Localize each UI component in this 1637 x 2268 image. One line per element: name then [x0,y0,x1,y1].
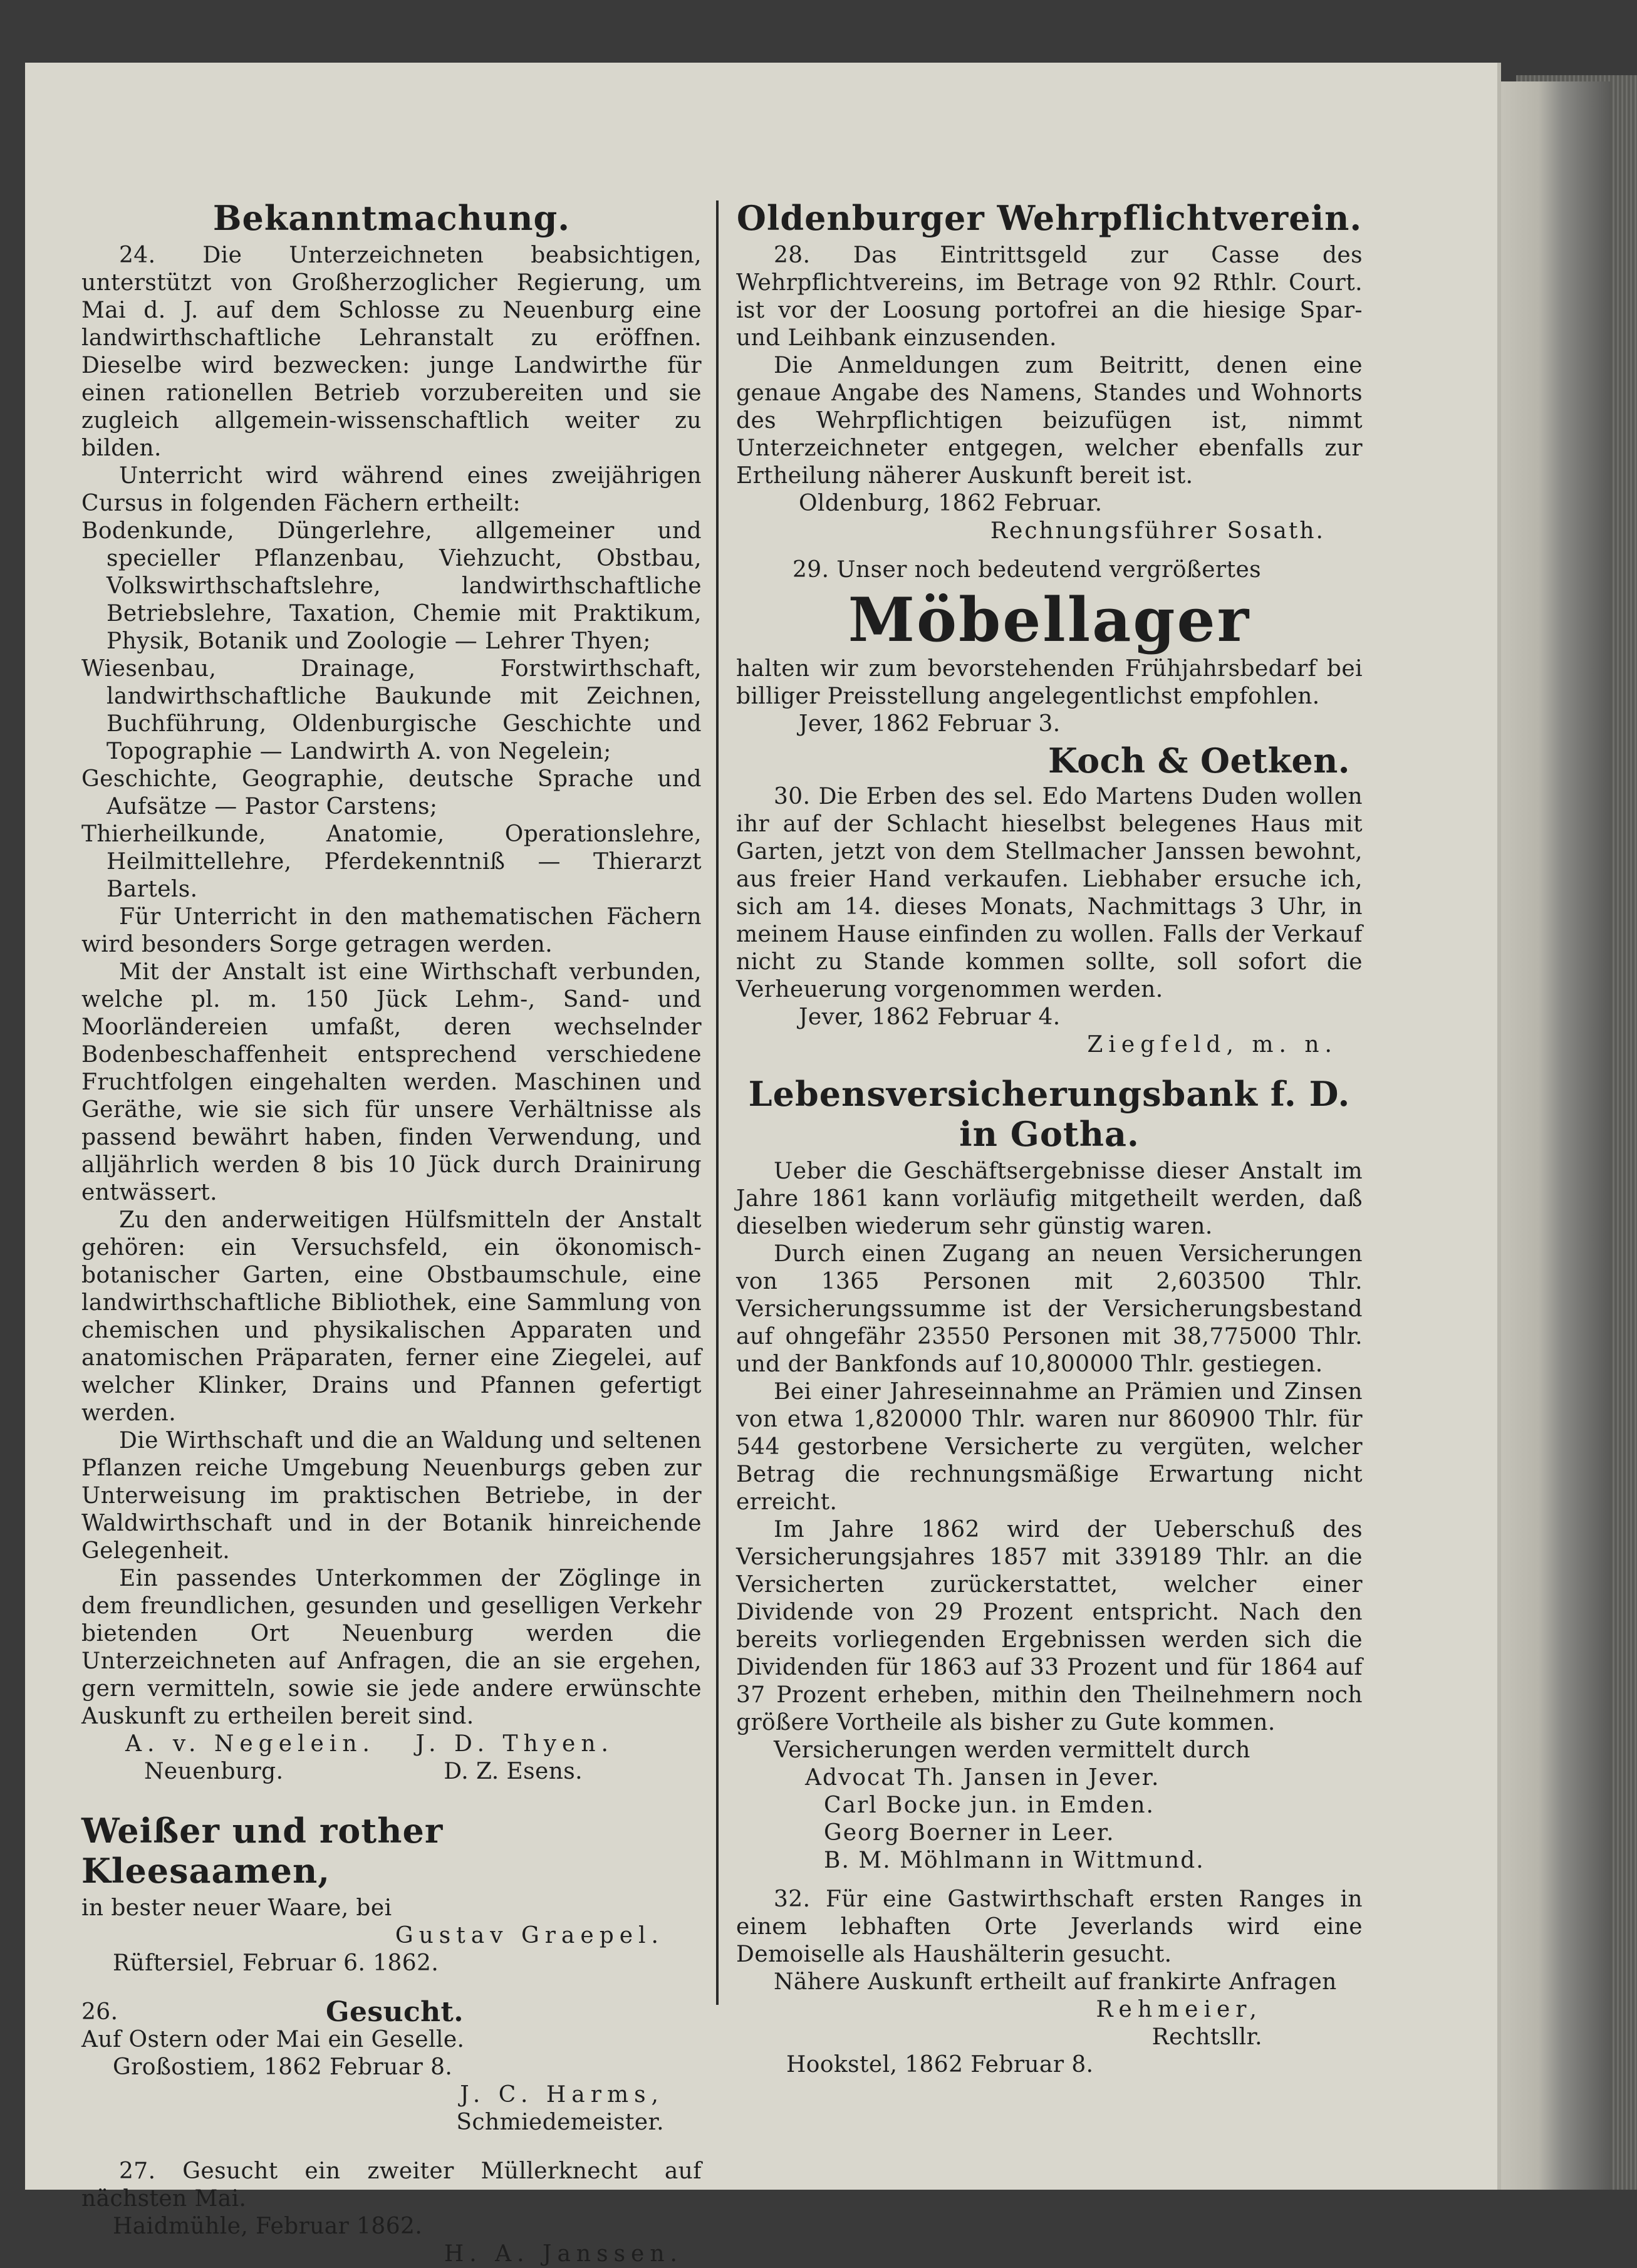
notice-28-paragraph: Die Anmeldungen zum Beitritt, denen eine genaue Angabe des Namens, Standes und Wohnorts des Wehrpflichtigen beizufügen ist, nimmt Unterzeichneter entgegen, welcher ebenfalls zur Ertheilung näherer Auskunft bereit ist. [736,353,1363,489]
notice-26-signature: J. C. Harms, [460,2082,664,2108]
notice-24-paragraph: Zu den anderweitigen Hülfsmitteln der Anstalt gehören: ein Versuchsfeld, ein ökonomisch-botanischer Garten, eine Obstbaumschule, eine landwirthschaftliche Bibliothek, eine Sammlung von chemischen und physikalischen Apparaten und anatomischen Präparaten, ferner eine Ziegelei, auf welcher Klinker, Drains und Pfannen gefertigt werden. [81,1207,702,1426]
notice-25-date: Rüftersiel, Februar 6. 1862. [113,1950,439,1976]
notice-24-cursus: Unterricht wird während eines zweijährigen Cursus in folgenden Fächern ertheilt: [81,463,702,516]
subject-list-item: Wiesenbau, Drainage, Forstwirthschaft, landwirthschaftliche Baukunde mit Zeichnen, Buchführung, Oldenburgische Geschichte und Topographie — Landwirth A. von Negelein; [81,656,702,764]
notice-26-title: Schmiedemeister. [456,2109,664,2135]
heading-bekanntmachung: Bekanntmachung. [212,198,571,238]
notice-30-text: 30. Die Erben des sel. Edo Martens Duden wollen ihr auf der Schlacht hieselbst belegenes Haus mit Garten, jetzt von dem Stellmacher Janssen bewohnt, aus freier Hand verkaufen. Liebhaber ersuche ich, sich am 14. dieses Monats, Nachmittags 3 Uhr, in meinem Hause einfinden zu wollen. Falls der Verkauf nicht zu Stande kommen sollte, soll sofort die Verheuerung vorgenommen werden. [736,784,1363,1002]
subject-list-item: Bodenkunde, Düngerlehre, allgemeiner und specieller Pflanzenbau, Viehzucht, Obstbau, Volkswirthschaftslehre, landwirthschaftliche Betriebslehre, Taxation, Chemie mit Praktikum, Physik, Botanik und Zoologie — Lehrer Thyen; [81,518,702,654]
notice-32-title: Rechtsllr. [1151,2024,1262,2050]
notice-31-paragraph: Durch einen Zugang an neuen Versicherungen von 1365 Personen mit 2,603500 Thlr. Versicherungssumme ist der Versicherungsbestand auf ohngefähr 23550 Personen mit 38,775000 Thlr. und der Bankfonds auf 10,800000 Thlr. gestiegen. [736,1241,1363,1377]
subject-list-item: Geschichte, Geographie, deutsche Sprache und Aufsätze — Pastor Carstens; [81,766,702,819]
agent-list-item: B. M. Möhlmann in Wittmund. [824,1848,1205,1873]
notice-28-signature: Rechnungsführer Sosath. [990,518,1325,544]
notice-26-header [81,1996,702,2028]
notice-24-paragraph: Die Wirthschaft und die an Waldung und seltenen Pflanzen reiche Umgebung Neuenburgs geben zur Unterweisung im praktischen Betriebe, in der Waldwirthschaft und in der Botanik hinreichende Gelegenheit. [81,1428,702,1564]
column-divider [716,200,719,2005]
place: Neuenburg. [144,1759,284,1784]
notice-24-places [81,1758,702,1786]
notice-26-text: Auf Ostern oder Mai ein Geselle. [81,2027,465,2052]
heading-wehrpflichtverein: Oldenburger Wehrpflichtverein. [736,198,1363,238]
notice-32-text: 32. Für eine Gastwirthschaft ersten Ranges in einem lebhaften Orte Jeverlands wird eine Demoiselle als Haushälterin gesucht. [736,1886,1363,1967]
heading-kleesaamen: Weißer und rother Kleesaamen, [81,1811,444,1891]
heading-gotha: in Gotha. [959,1114,1140,1154]
notice-24-paragraph: Mit der Anstalt ist eine Wirthschaft verbunden, welche pl. m. 150 Jück Lehm-, Sand- und Moorländereien umfaßt, deren wechselnder Bodenbeschaffenheit entsprechend verschiedene Fruchtfolgen eingehalten werden. Maschinen und Geräthe, wie sie sich für unsere Verhältnisse als passend bewährt haben, finden Verwendung, und alljährlich werden 8 bis 10 Jück durch Drainirung entwässert. [81,959,702,1205]
notice-25-signature: Gustav Graepel. [395,1923,664,1948]
notice-24-paragraph: Ein passendes Unterkommen der Zöglinge in dem freundlichen, gesunden und geselligen Verkehr bietenden Ort Neuenburg werden die Unterzeichneten auf Anfragen, die an sie ergehen, gern vermitteln, sowie sie jede andere erwünschte Auskunft zu ertheilen bereit sind. [81,1566,702,1729]
signature: J. D. Thyen. [415,1731,614,1757]
notice-29-signature: Koch & Oetken. [1047,741,1350,781]
subject-list-item: Thierheilkunde, Anatomie, Operationslehre, Heilmittellehre, Pferdekenntniß — Thierarzt Bartels. [81,821,702,902]
right-column [736,194,1363,2079]
signature: A. v. Negelein. [125,1731,375,1757]
notice-28-paragraph: 28. Das Eintrittsgeld zur Casse des Wehrpflichtvereins, im Betrage von 92 Rthlr. Court. ist vor der Loosung portofrei an die hiesige Spar- und Leihbank einzusenden. [736,242,1363,351]
notice-30-date: Jever, 1862 Februar 4. [799,1004,1061,1030]
notice-26-date: Großostiem, 1862 Februar 8. [113,2054,453,2080]
notice-24-signatures [81,1730,702,1758]
notice-31-paragraph: Im Jahre 1862 wird der Ueberschuß des Versicherungsjahres 1857 mit 339189 Thlr. an die Versicherten zurückerstattet, welcher einer Dividende von 29 Prozent entspricht. Nach den bereits vorliegenden Ergebnissen werden sich die Dividenden für 1863 auf 33 Prozent und für 1864 auf 37 Prozent erheben, mithin den Theilnehmern noch größere Vortheile als bisher zu Gute kommen. [736,1517,1363,1735]
page-edges [1491,81,1610,2190]
notice-25-text: in bester neuer Waare, bei [81,1895,392,1921]
notice-32-date: Hookstel, 1862 Februar 8. [786,2052,1094,2078]
notice-30-signature: Ziegfeld, m. n. [1087,1032,1338,1058]
agent-list-item: Carl Bocke jun. in Emden. [824,1792,1155,1818]
notice-29-text: halten wir zum bevorstehenden Frühjahrsbedarf bei billiger Preisstellung angelegentlichst empfohlen. [736,656,1363,709]
notice-27-text: 27. Gesucht ein zweiter Müllerknecht auf nächsten Mai. [81,2158,702,2212]
notice-29-date: Jever, 1862 Februar 3. [799,711,1061,737]
notice-31-paragraph: Bei einer Jahreseinnahme an Prämien und Zinsen von etwa 1,820000 Thlr. waren nur 860900 Thlr. für 544 gestorbene Versicherte zu vergüten, welcher Betrag die rechnungsmäßige Erwartung nicht erreicht. [736,1379,1363,1515]
notice-27-date: Haidmühle, Februar 1862. [113,2213,423,2239]
heading-gesucht: Gesucht. [326,1996,464,2028]
notice-31-paragraph: Ueber die Geschäftsergebnisse dieser Anstalt im Jahre 1861 kann vorläufig mitgetheilt werden, daß dieselben wiederum sehr günstig waren. [736,1158,1363,1239]
notice-31-paragraph: Versicherungen werden vermittelt durch [774,1737,1250,1763]
agent-list-item: Georg Boerner in Leer. [824,1820,1115,1846]
place: D. Z. Esens. [444,1759,583,1784]
notice-28-date: Oldenburg, 1862 Februar. [799,491,1103,516]
notice-24-intro: 24. Die Unterzeichneten beabsichtigen, unterstützt von Großherzoglicher Regierung, um Mai d. J. auf dem Schlosse zu Neuenburg eine landwirthschaftliche Lehranstalt zu eröffnen. Dieselbe wird bezwecken: junge Landwirthe für einen rationellen Betrieb vorzubereiten und sie zugleich allgemein-wissenschaftlich weiter zu bilden. [81,242,702,461]
heading-lebensversicherungsbank: Lebensversicherungsbank f. D. [748,1074,1351,1114]
left-column [81,194,702,2268]
notice-32-signature: Rehmeier, [1096,1997,1262,2022]
notice-27-signature: H. A. Janssen. [444,2241,683,2267]
agent-list-item: Advocat Th. Jansen in Jever. [805,1765,1160,1791]
notice-number: 26. [81,1999,118,2025]
heading-moebellager: Möbellager [848,585,1251,655]
notice-24-paragraph: Für Unterricht in den mathematischen Fächern wird besonders Sorge getragen werden. [81,904,702,957]
notice-32-text: Nähere Auskunft ertheilt auf frankirte Anfragen [774,1969,1337,1995]
notice-29-intro: 29. Unser noch bedeutend vergrößertes [793,557,1262,583]
